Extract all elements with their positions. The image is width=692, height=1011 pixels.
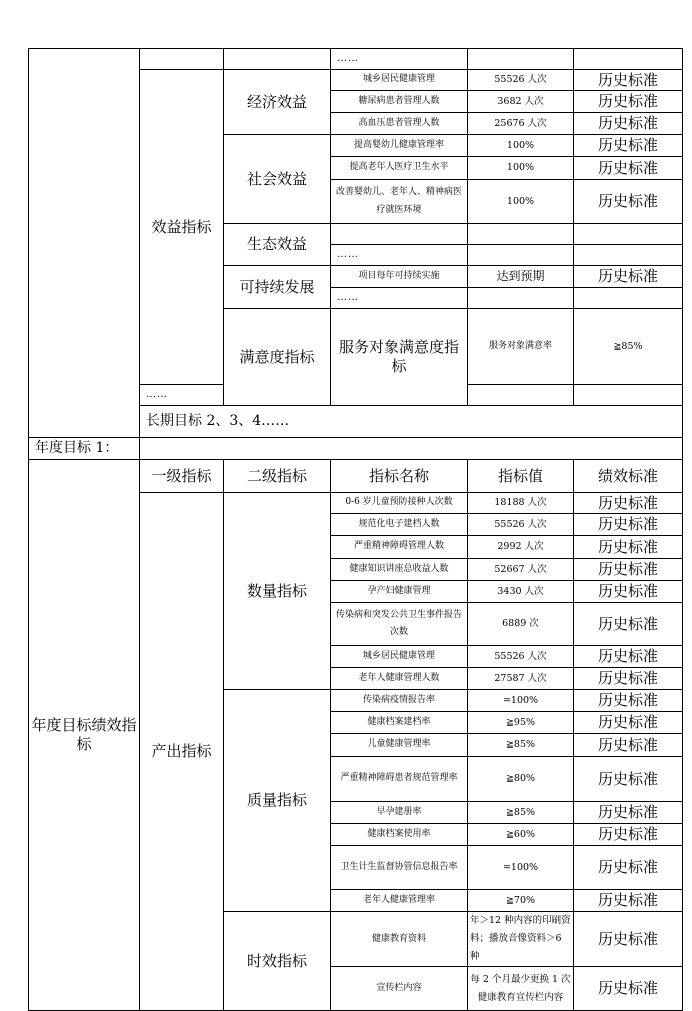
- indicator-value: 年＞12 种内容的印刷资料；播放音像资料＞6 种: [468, 912, 574, 967]
- ellipsis: ……: [331, 49, 468, 70]
- indicator-value: 55526 人次: [468, 514, 574, 536]
- performance-standard: 历史标准: [574, 846, 683, 890]
- indicator-value: ≧85%: [468, 802, 574, 824]
- indicator-value: ≧95%: [468, 712, 574, 734]
- header-value: 指标值: [468, 460, 574, 493]
- indicator-value: ≧60%: [468, 824, 574, 846]
- performance-standard: 历史标准: [574, 734, 683, 757]
- performance-standard: 历史标准: [574, 493, 683, 514]
- indicator-name: 早孕建册率: [331, 802, 468, 824]
- blank-cell: [140, 438, 683, 460]
- performance-standard: 历史标准: [574, 70, 683, 91]
- performance-standard: 历史标准: [574, 757, 683, 802]
- performance-standard: 历史标准: [574, 824, 683, 846]
- indicator-value: ≧85%: [468, 734, 574, 757]
- indicator-name: 高血压患者管理人数: [331, 113, 468, 135]
- indicator-value: 每 2 个月最少更换 1 次健康教育宣传栏内容: [468, 967, 574, 1011]
- performance-standard: 历史标准: [574, 668, 683, 690]
- annual-perf-label: 年度目标绩效指标: [29, 460, 140, 1011]
- indicator-name: 糖尿病患者管理人数: [331, 91, 468, 113]
- performance-standard: 历史标准: [574, 559, 683, 581]
- indicator-value: 27587 人次: [468, 668, 574, 690]
- indicator-value: 25676 人次: [468, 113, 574, 135]
- indicator-value: 3682 人次: [468, 91, 574, 113]
- performance-standard: 历史标准: [574, 113, 683, 135]
- indicator-name: 项目每年可持续实施: [331, 266, 468, 288]
- performance-standard: 历史标准: [574, 581, 683, 603]
- blank-cell: [468, 288, 574, 309]
- indicator-value: =100%: [468, 846, 574, 890]
- output-indicator-label: 产出指标: [140, 493, 224, 1011]
- indicator-value: 55526 人次: [468, 70, 574, 91]
- performance-standard: 历史标准: [574, 514, 683, 536]
- service-satisfaction-label: 服务对象满意度指标: [331, 309, 468, 406]
- eco-benefit-label: 生态效益: [224, 224, 331, 266]
- blank-cell: [574, 245, 683, 266]
- header-level1: 一级指标: [140, 460, 224, 493]
- indicator-name: 传染病和突发公共卫生事件报告次数: [331, 603, 468, 646]
- indicator-name: 规范化电子建档人数: [331, 514, 468, 536]
- indicator-name: 宣传栏内容: [331, 967, 468, 1011]
- blank-cell: [574, 385, 683, 406]
- indicator-value: 18188 人次: [468, 493, 574, 514]
- economic-benefit-label: 经济效益: [224, 70, 331, 135]
- performance-standard: 历史标准: [574, 536, 683, 559]
- indicator-name: 儿童健康管理率: [331, 734, 468, 757]
- blank-cell: [468, 385, 574, 406]
- long-term-goals: 长期目标 2、3、4……: [140, 406, 683, 438]
- performance-standard: 历史标准: [574, 91, 683, 113]
- blank-cell: [224, 49, 331, 70]
- indicator-name: 健康档案建档率: [331, 712, 468, 734]
- indicator-value: 100%: [468, 180, 574, 224]
- indicator-value: ≧70%: [468, 890, 574, 912]
- indicator-name: 服务对象满意率: [468, 309, 574, 385]
- indicator-name: 提高婴幼儿健康管理率: [331, 135, 468, 157]
- performance-standard: 历史标准: [574, 180, 683, 224]
- performance-standard: 历史标准: [574, 890, 683, 912]
- indicator-name: 0-6 岁儿童预防接种人次数: [331, 493, 468, 514]
- blank-cell: [574, 288, 683, 309]
- indicator-value: 52667 人次: [468, 559, 574, 581]
- blank-cell: [468, 224, 574, 245]
- performance-standard: 历史标准: [574, 603, 683, 646]
- indicator-name: 严重精神障碍管理人数: [331, 536, 468, 559]
- indicator-name: 传染病疫情报告率: [331, 690, 468, 712]
- blank-cell: [468, 245, 574, 266]
- performance-standard: 历史标准: [574, 912, 683, 967]
- performance-standard: 历史标准: [574, 802, 683, 824]
- indicator-value: 6889 次: [468, 603, 574, 646]
- quality-label: 质量指标: [224, 690, 331, 912]
- indicator-name: 提高老年人医疗卫生水平: [331, 157, 468, 180]
- indicator-value: 达到预期: [468, 266, 574, 288]
- performance-standard: 历史标准: [574, 967, 683, 1011]
- performance-standard: 历史标准: [574, 690, 683, 712]
- indicator-name: 健康档案使用率: [331, 824, 468, 846]
- satisfaction-indicator-label: 满意度指标: [224, 309, 331, 406]
- indicator-name: 城乡居民健康管理: [331, 646, 468, 668]
- blank-cell: [140, 49, 224, 70]
- indicator-name: 老年人健康管理率: [331, 890, 468, 912]
- indicator-name: 卫生计生监督协管信息报告率: [331, 846, 468, 890]
- header-level2: 二级指标: [224, 460, 331, 493]
- indicator-value: 55526 人次: [468, 646, 574, 668]
- effect-indicator-label: 效益指标: [140, 70, 224, 385]
- indicator-name: 孕产妇健康管理: [331, 581, 468, 603]
- indicator-value: ≧85%: [574, 309, 683, 385]
- annual-goal-label: 年度目标 1：: [29, 438, 140, 460]
- ellipsis: ……: [331, 288, 468, 309]
- indicator-value: 100%: [468, 135, 574, 157]
- performance-standard: 历史标准: [574, 712, 683, 734]
- sustainable-label: 可持续发展: [224, 266, 331, 309]
- social-benefit-label: 社会效益: [224, 135, 331, 224]
- blank-cell: [331, 224, 468, 245]
- indicator-value: 2992 人次: [468, 536, 574, 559]
- timeliness-label: 时效指标: [224, 912, 331, 1011]
- indicator-value: 3430 人次: [468, 581, 574, 603]
- performance-table: [28, 48, 683, 1011]
- blank-cell: [468, 49, 574, 70]
- indicator-name: 城乡居民健康管理: [331, 70, 468, 91]
- ellipsis: ……: [331, 245, 468, 266]
- blank-cell: [29, 49, 140, 438]
- performance-standard: 历史标准: [574, 646, 683, 668]
- indicator-name: 严重精神障碍患者规范管理率: [331, 757, 468, 802]
- performance-standard: 历史标准: [574, 266, 683, 288]
- performance-standard: 历史标准: [574, 157, 683, 180]
- quantity-label: 数量指标: [224, 493, 331, 690]
- indicator-name: 健康教育资料: [331, 912, 468, 967]
- header-name: 指标名称: [331, 460, 468, 493]
- indicator-name: 老年人健康管理人数: [331, 668, 468, 690]
- indicator-value: =100%: [468, 690, 574, 712]
- performance-standard: 历史标准: [574, 135, 683, 157]
- header-standard: 绩效标准: [574, 460, 683, 493]
- indicator-value: 100%: [468, 157, 574, 180]
- indicator-name: 改善婴幼儿、老年人、精神病医疗就医环境: [331, 180, 468, 224]
- indicator-name: 健康知识讲座总收益人数: [331, 559, 468, 581]
- indicator-value: ≧80%: [468, 757, 574, 802]
- ellipsis: ……: [140, 385, 224, 406]
- blank-cell: [574, 49, 683, 70]
- blank-cell: [574, 224, 683, 245]
